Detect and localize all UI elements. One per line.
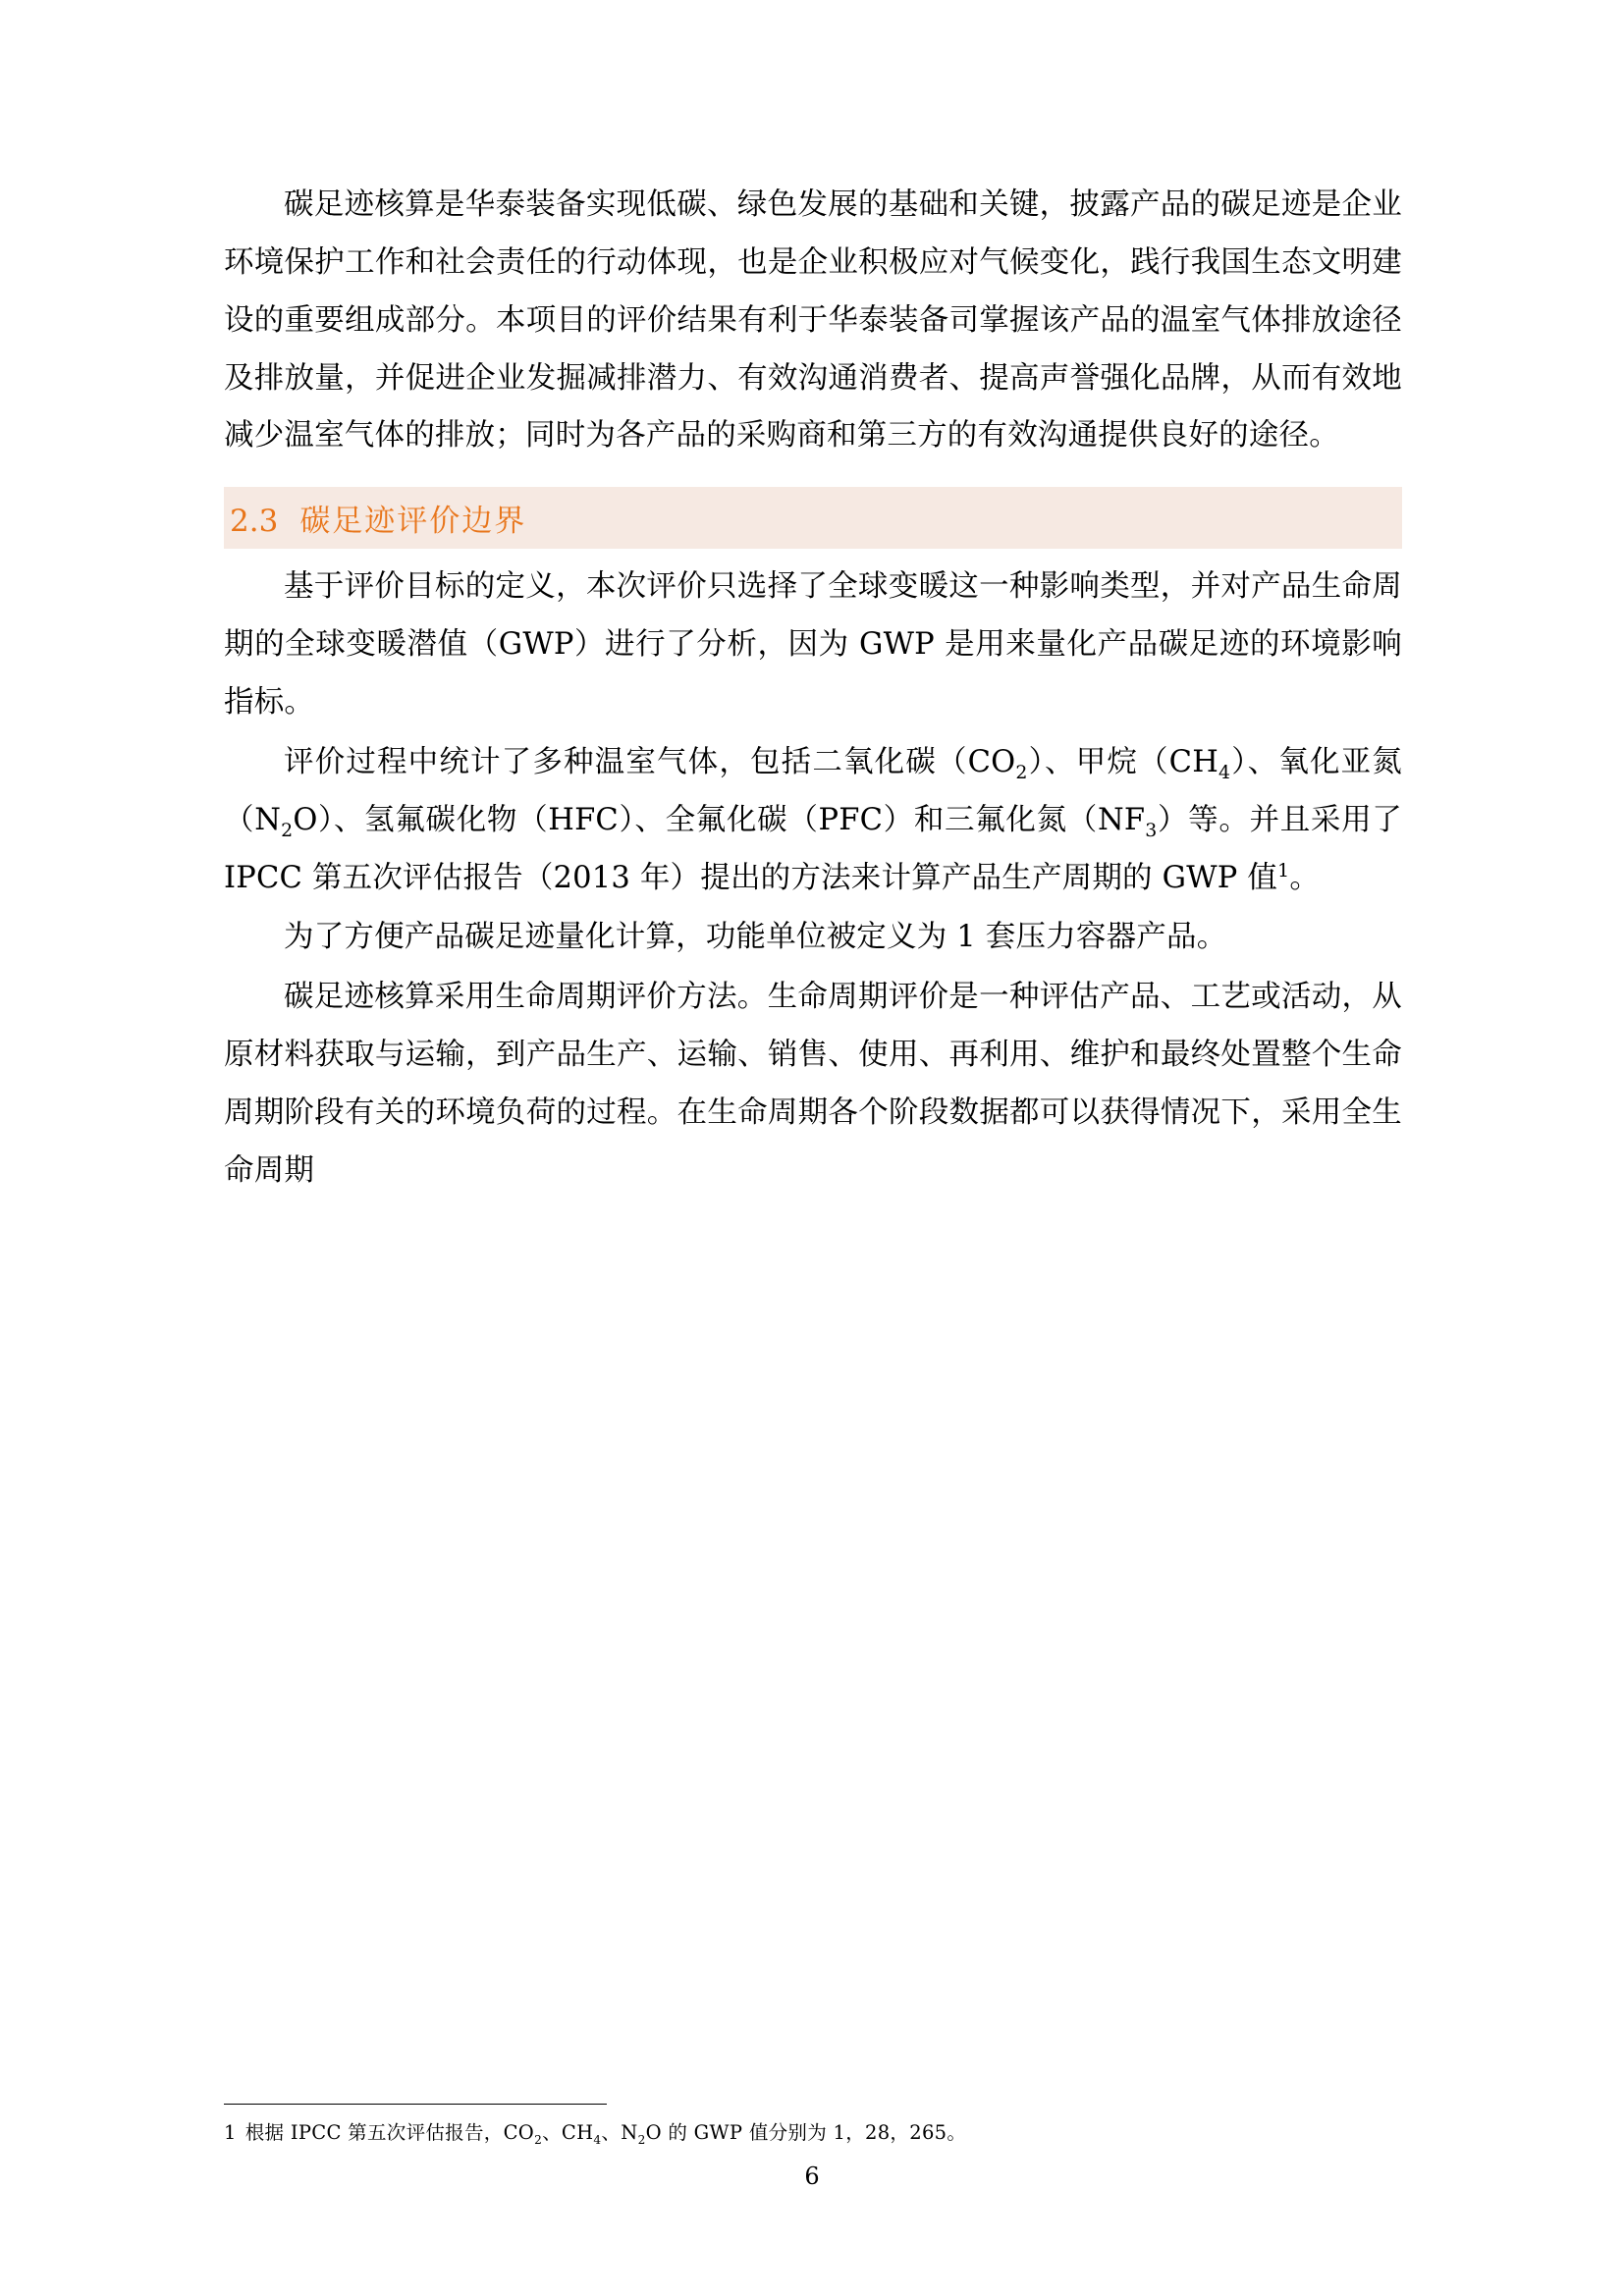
footnote-seg3: 、N xyxy=(601,2120,638,2144)
section-heading-title: 碳足迹评价边界 xyxy=(299,504,527,540)
footnote-sub-co2: 2 xyxy=(534,2132,543,2147)
footnote-separator xyxy=(224,2104,607,2105)
footnote-seg1: 根据 IPCC 第五次评估报告，CO xyxy=(244,2120,535,2144)
gas-sub-ch4: 4 xyxy=(1218,761,1231,783)
gas-sub-co2: 2 xyxy=(1015,761,1028,783)
paragraph-intro: 碳足迹核算是华泰装备实现低碳、绿色发展的基础和关键，披露产品的碳足迹是企业环境保护工作和社会责任的行动体现，也是企业积极应对气候变化，践行我国生态文明建设的重要组成部分。本项目的评价结果有利于华泰装备司掌握该产品的温室气体排放途径及排放量，并促进企业发掘减排潜力、有效沟通消费者、提高声誉强化品牌，从而有效地减少温室气体的排放；同时为各产品的采购商和第三方的有效沟通提供良好的途径。 xyxy=(224,187,1402,454)
gas-text-seg3: ）、氧化亚氮（N xyxy=(224,744,1403,837)
gas-text-seg6: 。 xyxy=(1289,860,1321,895)
page-number: 6 xyxy=(804,2163,820,2190)
page-content xyxy=(224,177,1402,1202)
footnote-number: 1 xyxy=(224,2120,237,2144)
footnote-sub-ch4: 4 xyxy=(593,2132,602,2147)
gas-text-seg1: 评价过程中统计了多种温室气体，包括二氧化碳（CO xyxy=(284,744,1016,779)
footnote-reference-marker: 1 xyxy=(1277,859,1290,881)
footnote-item xyxy=(224,2118,1402,2149)
paragraph-functional-unit: 为了方便产品碳足迹量化计算，功能单位被定义为 1 套压力容器产品。 xyxy=(284,920,1227,955)
footnote-seg4: O 的 GWP 值分别为 1，28，265。 xyxy=(645,2120,967,2144)
gas-text-seg5: ）等。并且采用了 IPCC 第五次评估报告（2013 年）提出的方法来计算产品生产周期的 GWP 值 xyxy=(224,802,1402,895)
section-heading-number: 2.3 xyxy=(230,504,279,540)
footnote-area xyxy=(224,2104,1402,2149)
gas-text-seg2: ）、甲烷（CH xyxy=(1027,744,1219,779)
footnote-sub-n2o: 2 xyxy=(637,2132,646,2147)
section-heading xyxy=(224,487,1402,549)
gas-sub-n2o: 2 xyxy=(281,819,294,841)
footnote-seg2: 、CH xyxy=(542,2120,594,2144)
paragraph-scope: 基于评价目标的定义，本次评价只选择了全球变暖这一种影响类型，并对产品生命周期的全球变暖潜值（GWP）进行了分析，因为 GWP 是用来量化产品碳足迹的环境影响指标。 xyxy=(224,569,1402,721)
gas-text-seg4: O）、氢氟碳化物（HFC）、全氟化碳（PFC）和三氟化氮（NF xyxy=(293,802,1146,837)
paragraph-lca-method: 碳足迹核算采用生命周期评价方法。生命周期评价是一种评估产品、工艺或活动，从原材料获取与运输，到产品生产、运输、销售、使用、再利用、维护和最终处置整个生命周期阶段有关的环境负荷的过程。在生命周期各个阶段数据都可以获得情况下，采用全生命周期 xyxy=(224,980,1402,1188)
gas-sub-nf3: 3 xyxy=(1145,819,1158,841)
paragraph-greenhouse-gases xyxy=(224,734,1402,908)
